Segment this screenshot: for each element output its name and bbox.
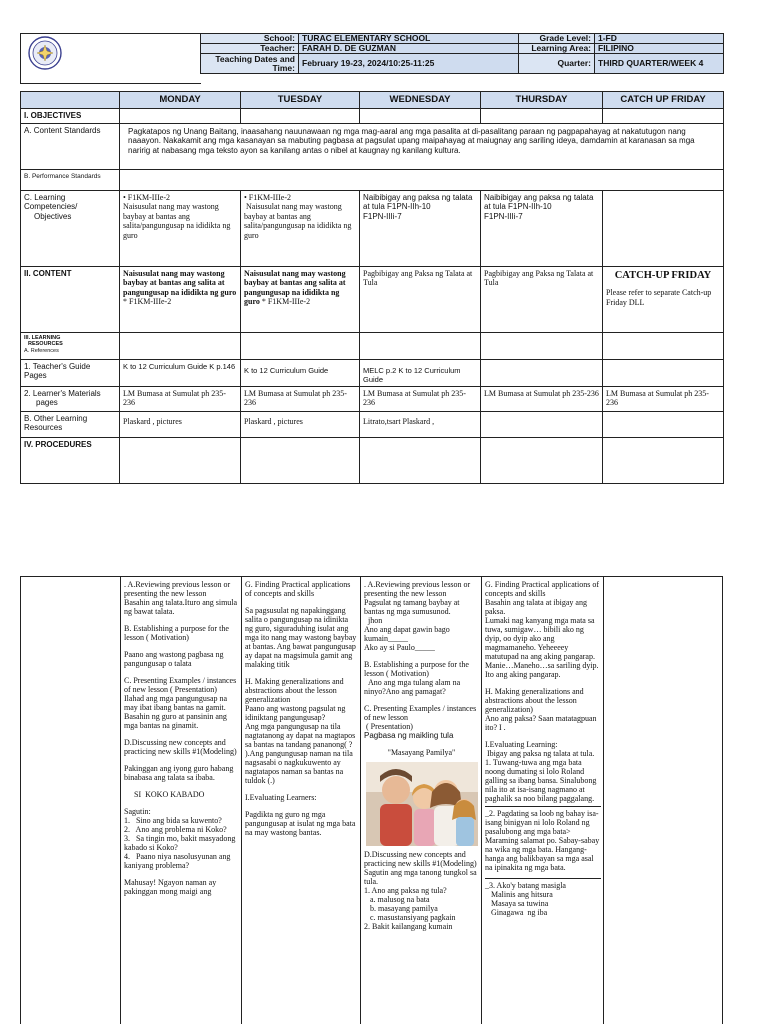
- procedure-line: 2. Ano ang problema ni Koko?: [124, 825, 227, 834]
- procedure-line: I.Evaluating Learners:: [245, 793, 317, 802]
- divider: [485, 806, 601, 807]
- procedure-line: C. Presenting Examples / instances of new lesson: [364, 704, 479, 722]
- competency-wednesday: Naibibigay ang paksa ng talata at tula F1PN-IIh-10 F1PN-IIIi-7: [360, 190, 481, 266]
- day-header: CATCH UP FRIDAY: [603, 92, 724, 109]
- content-thursday: Pagbibigay ang Paksa ng Talata at Tula: [481, 266, 603, 332]
- spacer: [124, 799, 239, 807]
- day-header: WEDNESDAY: [360, 92, 481, 109]
- empty-cell: [120, 437, 241, 483]
- tg-tuesday: K to 12 Curriculum Guide: [241, 359, 360, 386]
- content-friday: [603, 266, 724, 332]
- competencies-label-line: C. Learning: [24, 192, 66, 202]
- spacer: [245, 669, 358, 677]
- spacer: [364, 696, 479, 704]
- content-standards-text: Pagkatapos ng Unang Baitang, inaasahang nauunawaan ng mga mag-aaral ang mga pasalita at di-pasalitang paraan ng pagpapahayag at nakatutugon nang naaayon. Nakakamit ang mga kasanayan sa mabuting pagbasa at pagsulat upang maipahayag at maiugnay ang sariling ideya, damdamin at karanasan sa mga naririg at nabasang mga teksto ayon sa kanilang antas o nibel at kaugnay ng kanilang kultura.: [120, 123, 724, 169]
- teacher-label: Teacher:: [201, 44, 299, 54]
- resources-label-line: III. LEARNING: [24, 334, 61, 341]
- tg-monday: K to 12 Curriculum Guide K p.146: [120, 359, 241, 386]
- tg-label-line: Pages: [24, 371, 47, 380]
- content-monday-code: * F1KM-IIIe-2: [123, 297, 172, 306]
- dll-grid: [20, 91, 724, 484]
- spacer: [124, 756, 239, 764]
- procedure-line: SI KOKO KABADO: [124, 790, 205, 799]
- grade-value: 1-FD: [595, 34, 724, 44]
- procedure-line: 4. Paano niya nasolusyunan ang kaniyang problema?: [124, 852, 233, 870]
- resources-label-line: A. References: [24, 347, 59, 354]
- procedures-label: IV. PROCEDURES: [21, 437, 120, 483]
- proc-wednesday-top: [364, 580, 479, 731]
- procedure-line: 1. Tuwang-tuwa ang mga bata noong dumating si lolo Roland galling sa ibang bansa. Sinalubong nila ito at isa-isang nagmano at paghalik sa noo bilang paggalang.: [485, 758, 599, 803]
- wed-activity-title: Pagbasa ng maikling tula: [364, 731, 454, 740]
- procedure-line: D.Discussing new concepts and practicing new skills #1(Modeling): [124, 738, 237, 756]
- procedure-line: G. Finding Practical applications of concepts and skills: [485, 580, 601, 598]
- procedure-line: H. Making generalizations and abstractions about the lesson generalization: [245, 677, 346, 704]
- procedures-table: [20, 576, 723, 1024]
- learners-materials-label: [21, 386, 120, 411]
- procedure-line: _3. Ako'y batang masigla: [485, 881, 566, 890]
- empty-cell: [481, 109, 603, 124]
- spacer: [124, 616, 239, 624]
- procedure-line: Ibigay ang paksa ng talata at tula.: [485, 749, 595, 758]
- procedure-line: Sagutin ang mga tanong tungkol sa tula.: [364, 868, 479, 886]
- proc-thursday-bottom: [485, 881, 601, 917]
- lm-friday: LM Bumasa at Sumulat ph 235-236: [603, 386, 724, 411]
- objectives-label: I. OBJECTIVES: [21, 109, 120, 124]
- procedure-line: 1. Sino ang bida sa kuwento?: [124, 816, 222, 825]
- spacer: [124, 782, 239, 790]
- procedure-line: Paano ang wastong pagbasa ng pangungusap o talata: [124, 650, 226, 668]
- empty-cell: [481, 437, 603, 483]
- day-header: THURSDAY: [481, 92, 603, 109]
- procedures-monday: [120, 577, 241, 1024]
- procedure-line: Ginagawa ng iba: [485, 908, 548, 917]
- spacer: [245, 598, 358, 606]
- procedure-line: Ako ay si Paulo_____: [364, 643, 435, 652]
- proc-thursday-top: [485, 580, 601, 803]
- procedure-line: Pagdikta ng guro ng mga pangungusap at isulat ng mga bata na may wastong bantas.: [245, 810, 358, 837]
- content-standards-label: A. Content Standards: [21, 123, 120, 169]
- thursday-item-2: _2. Pagdating sa loob ng bahay isa-isang binigyan ni lolo Roland ng pasalubong ang mga bata> Maraming salamat po. Sabay-sabay na wika ng mga bata. Hangang-hanga ang balikbayan sa mga asal na ipinakita ng mga bata.: [485, 809, 602, 872]
- other-resources-label: [21, 411, 120, 437]
- empty-cell: [360, 109, 481, 124]
- lm-wednesday: LM Bumasa at Sumulat ph 235-236: [360, 386, 481, 411]
- competency-monday: • F1KM-IIIe-2 Naisusulat nang may wastong baybay at bantas ang salita/pangungusap na ididikta ng guro: [120, 190, 241, 266]
- spacer: [124, 668, 239, 676]
- procedure-line: c. masustansiyang pagkain: [364, 913, 456, 922]
- school-value: TURAC ELEMENTARY SCHOOL: [299, 34, 519, 44]
- catchup-title: CATCH-UP FRIDAY: [614, 269, 712, 281]
- other-tuesday: Plaskard , pictures: [241, 411, 360, 437]
- competency-friday: [603, 190, 724, 266]
- content-tuesday: [241, 266, 360, 332]
- empty-cell: [481, 332, 603, 359]
- empty-cell: [603, 437, 724, 483]
- empty-cell: [360, 332, 481, 359]
- grade-label: Grade Level:: [519, 34, 595, 44]
- procedure-line: ( Presentation): [364, 722, 413, 731]
- procedure-line: C. Presenting Examples / instances of new lesson ( Presentation): [124, 676, 239, 694]
- quarter-value: THIRD QUARTER/WEEK 4: [595, 54, 724, 74]
- other-thursday: [481, 411, 603, 437]
- procedure-line: Masaya sa tuwina: [485, 899, 549, 908]
- area-value: FILIPINO: [595, 44, 724, 54]
- quarter-label: Quarter:: [519, 54, 595, 74]
- empty-cell: [603, 332, 724, 359]
- performance-standards-label: B. Performance Standards: [21, 169, 120, 190]
- procedure-line: Sa pagsusulat ng napakinggang salita o pangungusap na idinikta ng guro, siguraduhing isulat ang mga ito nang may wastong baybay at bantas. Ang bawat pangungusap ay dapat na magsimula gamit ang malaking titik: [245, 606, 359, 669]
- resources-label-line: RESOURCES: [28, 341, 63, 347]
- content-monday-bold: Naisusulat nang may wastong baybay at bantas ang salita at pangungusap na ididikta ng guro: [123, 268, 237, 297]
- lm-tuesday: LM Bumasa at Sumulat ph 235-236: [241, 386, 360, 411]
- dates-label: Teaching Dates and Time:: [201, 54, 299, 74]
- spacer: [124, 870, 239, 878]
- competency-tuesday: • F1KM-IIIe-2 Naisusulat nang may wastong baybay at bantas ang salita/pangungusap na ididikta ng guro: [241, 190, 360, 266]
- spacer: [485, 679, 601, 687]
- proc-monday-list: [124, 580, 239, 896]
- procedure-line: D.Discussing new concepts and practicing new skills #1(Modeling): [364, 850, 477, 868]
- empty-cell: [241, 437, 360, 483]
- procedures-thursday: [481, 577, 603, 1024]
- competency-thursday: Naibibigay ang paksa ng talata at tula F1PN-IIh-10 F1PN-IIIi-7: [481, 190, 603, 266]
- empty-cell: [360, 437, 481, 483]
- procedure-line: Lumaki nag kanyang mga mata sa tuwa, sumigaw… bibili ako ng dyip, oo dyip ako ang magmamaneho. Yeheeeey matutupad na ang aking pangarap. Manie…Maneho…sa sariling dyip. Ito ang aking pangarap.: [485, 616, 601, 679]
- procedure-line: Sagutin:: [124, 807, 151, 816]
- tg-friday: [603, 359, 724, 386]
- content-tuesday-code: * F1KM-IIIe-2: [259, 297, 311, 306]
- procedure-line: jhon: [364, 616, 383, 625]
- procedure-line: Ano ang dapat gawin bago kumain_____: [364, 625, 452, 643]
- spacer: [245, 785, 358, 793]
- tg-thursday: [481, 359, 603, 386]
- procedure-line: Ano ang paksa? Saan matatagpuan ito? I .: [485, 714, 599, 732]
- dates-value: February 19-23, 2024/10:25-11:25: [299, 54, 519, 74]
- lm-monday: LM Bumasa at Sumulat ph 235-236: [120, 386, 241, 411]
- school-label: School:: [201, 34, 299, 44]
- other-friday: [603, 411, 724, 437]
- competencies-label: [21, 190, 120, 266]
- procedure-line: Basahin ang talata at ibigay ang paksa.: [485, 598, 589, 616]
- procedure-line: G. Finding Practical applications of concepts and skills: [245, 580, 353, 598]
- other-label-line: Resources: [24, 423, 63, 432]
- proc-tuesday-list: [245, 580, 358, 837]
- procedure-line: B. Establishing a purpose for the lesson ( Motivation): [124, 624, 231, 642]
- content-label: II. CONTENT: [21, 266, 120, 332]
- other-label-line: B. Other Learning: [24, 413, 88, 423]
- procedures-tuesday: [241, 577, 360, 1024]
- other-wednesday: Litrato,tsart Plaskard ,: [360, 411, 481, 437]
- procedures-wednesday: [360, 577, 481, 1024]
- content-tuesday-bold: Naisusulat nang may wastong baybay at bantas ang salita at pangungusap na ididikta ng guro: [244, 268, 346, 306]
- content-monday: [120, 266, 241, 332]
- procedure-line: Ang mga pangungusap na tila nagtatanong ay dapat na magtapos sa bantas na tandang pananong( ? ).Ang pangungusap naman na tila nagsasabi o nagkukuwento ay nagtatapos naman sa bantas na tuldok (.): [245, 722, 358, 785]
- procedure-line: B. Establishing a purpose for the lesson ( Motivation): [364, 660, 471, 678]
- empty-cell: [241, 109, 360, 124]
- procedure-line: b. masayang pamilya: [364, 904, 438, 913]
- procedure-line: . A.Reviewing previous lesson or presenting the new lesson: [364, 580, 473, 598]
- catchup-note: Please refer to separate Catch-up Friday DLL: [606, 288, 712, 307]
- procedure-line: . A.Reviewing previous lesson or presenting the new lesson: [124, 580, 233, 598]
- day-header: MONDAY: [120, 92, 241, 109]
- header-table: [200, 33, 724, 74]
- teacher-value: FARAH D. DE GUZMAN: [299, 44, 519, 54]
- procedure-line: Ano ang mga tulang alam na ninyo?Ano ang pamagat?: [364, 678, 463, 696]
- procedure-line: H. Making generalizations and abstractions about the lesson generalization): [485, 687, 586, 714]
- performance-standards-text: [120, 169, 724, 190]
- procedure-line: 1. Ano ang paksa ng tula?: [364, 886, 447, 895]
- empty-cell: [120, 332, 241, 359]
- procedure-line: Mahusay! Ngayon naman ay pakinggan mong maigi ang: [124, 878, 219, 896]
- spacer: [364, 652, 479, 660]
- empty-cell: [120, 109, 241, 124]
- teachers-guide-label: [21, 359, 120, 386]
- procedure-line: Malinis ang hitsura: [485, 890, 553, 899]
- procedure-line: a. malusog na bata: [364, 895, 430, 904]
- lm-thursday: LM Bumasa at Sumulat ph 235-236: [481, 386, 603, 411]
- procedure-line: 3. Sa tingin mo, bakit masyadong kabado si Koko?: [124, 834, 238, 852]
- spacer: [124, 730, 239, 738]
- proc-wednesday-bottom: [364, 850, 479, 931]
- day-header: TUESDAY: [241, 92, 360, 109]
- procedures-label-column: [21, 577, 120, 1024]
- area-label: Learning Area:: [519, 44, 595, 54]
- procedure-line: Pagsulat ng tamang baybay at bantas ng mga sumusunod.: [364, 598, 462, 616]
- lm-label-line: pages: [36, 398, 58, 407]
- wed-poem-title: "Masayang Pamilya": [387, 748, 456, 757]
- spacer: [485, 732, 601, 740]
- competencies-label-line: Competencies/: [24, 202, 78, 211]
- empty-cell: [241, 332, 360, 359]
- family-photo: [366, 762, 478, 846]
- other-monday: Plaskard , pictures: [120, 411, 241, 437]
- lm-label-line: 2. Learner's Materials: [24, 388, 101, 398]
- procedures-friday: [603, 577, 724, 1024]
- deped-seal-icon: [28, 36, 62, 70]
- procedure-line: Ilahad ang mga pangungusap na may ibat ibang bantas na gamit. Basahin ng guro at pansinin ang mga bantas na ginamit.: [124, 694, 230, 730]
- spacer: [245, 802, 358, 810]
- procedure-line: Basahin ang talata.Ituro ang simula ng bawat talata.: [124, 598, 240, 616]
- procedure-line: Pakinggan ang iyong guro habang binabasa ang talata sa ibaba.: [124, 764, 236, 782]
- empty-cell: [603, 109, 724, 124]
- procedure-line: 2. Bakit kailangang kumain: [364, 922, 453, 931]
- competencies-label-line: Objectives: [34, 211, 72, 221]
- procedure-line: I.Evaluating Learning:: [485, 740, 558, 749]
- tg-label-line: 1. Teacher's Guide: [24, 361, 91, 371]
- resources-label: [21, 332, 120, 359]
- grid-corner: [21, 92, 120, 109]
- spacer: [124, 642, 239, 650]
- content-wednesday: Pagbibigay ang Paksa ng Talata at Tula: [360, 266, 481, 332]
- divider: [485, 878, 601, 879]
- procedure-line: Paano ang wastong pagsulat ng idiniktang pangungusap?: [245, 704, 348, 722]
- tg-wednesday: MELC p.2 K to 12 Curriculum Guide: [360, 359, 481, 386]
